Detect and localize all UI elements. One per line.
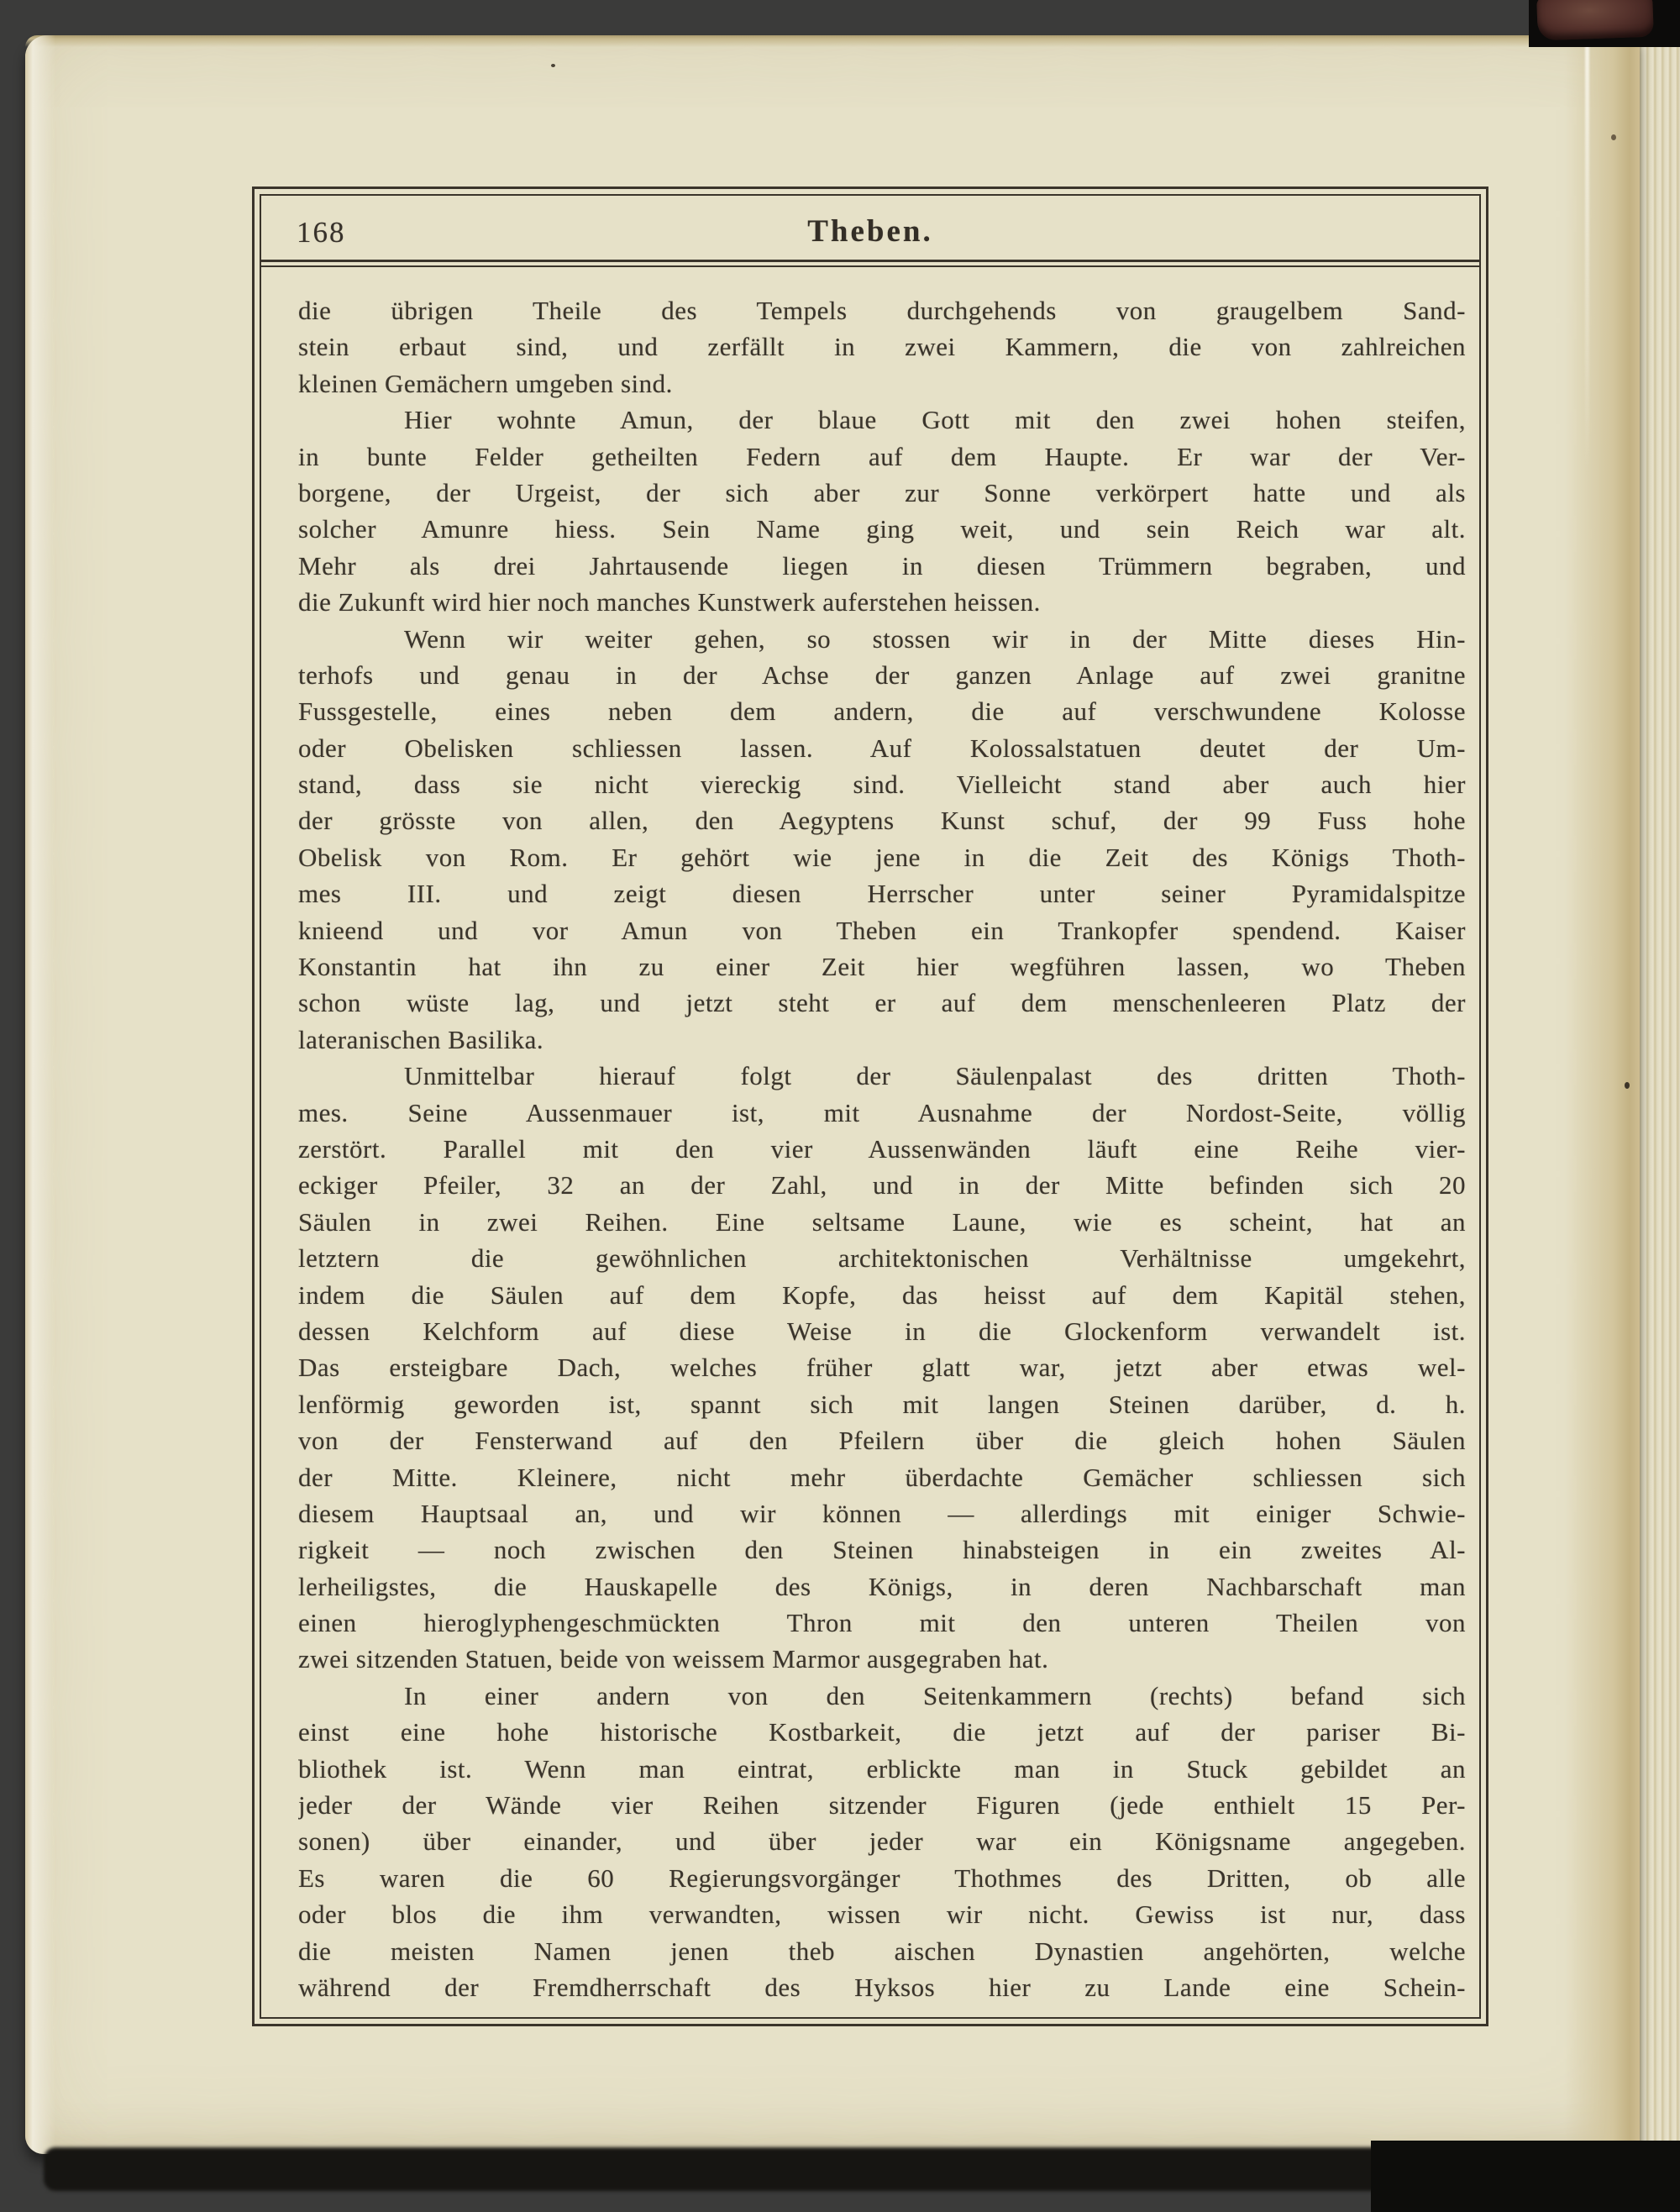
bookmark-ribbon <box>1536 0 1654 40</box>
text-line: stein erbaut sind, und zerfällt in zwei Kammern, die von zahlreichen <box>298 332 1466 362</box>
page-right-crease <box>1564 35 1640 2154</box>
text-line: oder Obelisken schliessen lassen. Auf Kolossalstatuen deutet der Um- <box>298 733 1466 763</box>
text-line: kleinen Gemächern umgeben sind. <box>298 368 673 398</box>
header-rule <box>261 260 1479 267</box>
page-fold-line <box>1585 40 1589 477</box>
text-line: die Zukunft wird hier noch manches Kunstwerk auferstehen heissen. <box>298 587 1041 617</box>
page-header <box>261 196 1479 260</box>
text-line: Konstantin hat ihn zu einer Zeit hier wegführen lassen, wo Theben <box>298 952 1466 982</box>
text-line: jeder der Wände vier Reihen sitzender Figuren (jede enthielt 15 Per- <box>298 1790 1466 1821</box>
text-line: von der Fensterwand auf den Pfeilern über die gleich hohen Säulen <box>298 1426 1466 1456</box>
text-line: in bunte Felder getheilten Federn auf dem Haupte. Er war der Ver- <box>298 441 1466 471</box>
text-line: In einer andern von den Seitenkammern (rechts) befand sich <box>404 1680 1466 1710</box>
text-line: mes. Seine Aussenmauer ist, mit Ausnahme der Nordost-Seite, völlig <box>298 1097 1466 1127</box>
text-line: indem die Säulen auf dem Kopfe, das heisst auf dem Kapitäl stehen, <box>298 1279 1466 1310</box>
book-page <box>25 35 1640 2154</box>
page-border-frame <box>252 187 1488 2026</box>
page-top-edge <box>25 35 1640 47</box>
text-line: der Mitte. Kleinere, nicht mehr überdachte Gemächer schliessen sich <box>298 1462 1466 1492</box>
text-line: borgene, der Urgeist, der sich aber zur Sonne verkörpert hatte und als <box>298 477 1466 507</box>
book-fore-edge <box>1635 32 1680 2170</box>
text-line: stand, dass sie nicht viereckig sind. Vielleicht stand aber auch hier <box>298 770 1466 800</box>
text-line: Mehr als drei Jahrtausende liegen in diesen Trümmern begraben, und <box>298 550 1466 581</box>
paper-speck <box>551 64 555 67</box>
text-line: terhofs und genau in der Achse der ganzen Anlage auf zwei granitne <box>298 659 1466 690</box>
page-left-edge <box>25 35 55 2154</box>
paper-speck <box>1611 134 1616 140</box>
text-line: solcher Amunre hiess. Sein Name ging weit, und sein Reich war alt. <box>298 514 1466 544</box>
page-number: 168 <box>297 216 346 249</box>
text-line: lenförmig geworden ist, spannt sich mit langen Steinen darüber, d. h. <box>298 1389 1466 1419</box>
text-line: einst eine hohe historische Kostbarkeit, die jetzt auf der pariser Bi- <box>298 1717 1466 1747</box>
text-line: schon wüste lag, und jetzt steht er auf dem menschenleeren Platz der <box>298 988 1466 1018</box>
text-line: Hier wohnte Amun, der blaue Gott mit den zwei hohen steifen, <box>404 405 1466 435</box>
text-line: lateranischen Basilika. <box>298 1024 544 1054</box>
text-line: Säulen in zwei Reihen. Eine seltsame Laune, wie es scheint, hat an <box>298 1206 1466 1237</box>
text-line: oder blos die ihm verwandten, wissen wir nicht. Gewiss ist nur, dass <box>298 1899 1466 1930</box>
text-line: rigkeit — noch zwischen den Steinen hinabsteigen in ein zweites Al- <box>298 1535 1466 1565</box>
text-line: Das ersteigbare Dach, welches früher glatt war, jetzt aber etwas wel- <box>298 1353 1466 1383</box>
text-line: bliothek ist. Wenn man eintrat, erblickte man in Stuck gebildet an <box>298 1753 1466 1784</box>
text-line: zerstört. Parallel mit den vier Aussenwänden läuft eine Reihe vier- <box>298 1133 1466 1164</box>
text-line: die übrigen Theile des Tempels durchgehends von graugelbem Sand- <box>298 296 1466 325</box>
text-line: der grösste von allen, den Aegyptens Kunst schuf, der 99 Fuss hohe <box>298 806 1466 836</box>
text-line: einen hieroglyphengeschmückten Thron mit den unteren Theilen von <box>298 1608 1466 1638</box>
text-line: die meisten Namen jenen theb aischen Dynastien angehörten, welche <box>298 1936 1466 1966</box>
text-line: mes III. und zeigt diesen Herrscher unter seiner Pyramidalspitze <box>298 879 1466 909</box>
text-line: Fussgestelle, eines neben dem andern, die auf verschwundene Kolosse <box>298 696 1466 727</box>
text-line: knieend und vor Amun von Theben ein Trankopfer spendend. Kaiser <box>298 915 1466 945</box>
text-line: Es waren die 60 Regierungsvorgänger Thothmes des Dritten, ob alle <box>298 1863 1466 1893</box>
running-title: Theben. <box>807 214 933 249</box>
text-line: dessen Kelchform auf diese Weise in die Glockenform verwandelt ist. <box>298 1316 1466 1346</box>
text-line: lerheiligstes, die Hauskapelle des Königs, in deren Nachbarschaft man <box>298 1571 1466 1601</box>
bottom-right-shadow <box>1371 2141 1680 2212</box>
page-border-inner <box>260 194 1481 2019</box>
text-line: eckiger Pfeiler, 32 an der Zahl, und in der Mitte befinden sich 20 <box>298 1170 1466 1201</box>
paper-speck <box>1625 1082 1630 1089</box>
text-line: diesem Hauptsaal an, und wir können — allerdings mit einiger Schwie- <box>298 1498 1466 1528</box>
text-line: Obelisk von Rom. Er gehört wie jene in die Zeit des Königs Thoth- <box>298 842 1466 872</box>
text-line: während der Fremdherrschaft des Hyksos hier zu Lande eine Schein- <box>298 1972 1466 2002</box>
body-text <box>261 292 1479 2005</box>
text-line: letztern die gewöhnlichen architektonischen Verhältnisse umgekehrt, <box>298 1243 1466 1274</box>
text-line: sonen) über einander, und über jeder war ein Königsname angegeben. <box>298 1826 1466 1857</box>
text-line: Wenn wir weiter gehen, so stossen wir in der Mitte dieses Hin- <box>404 623 1466 654</box>
text-line: zwei sitzenden Statuen, beide von weissem Marmor ausgegraben hat. <box>298 1644 1049 1674</box>
text-line: Unmittelbar hierauf folgt der Säulenpalast des dritten Thoth- <box>404 1061 1466 1091</box>
